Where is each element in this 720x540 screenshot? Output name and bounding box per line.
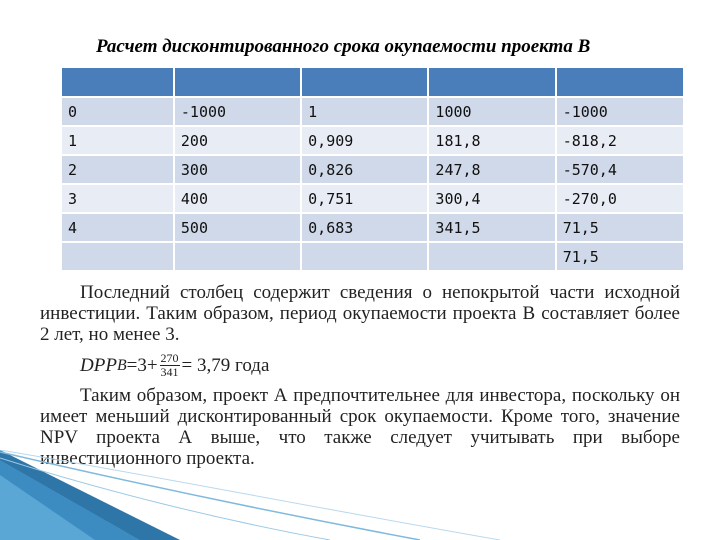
table-cell: -1000 <box>556 97 684 126</box>
decorative-wave <box>0 450 720 540</box>
body-text <box>40 282 680 469</box>
table-cell: 200 <box>174 126 301 155</box>
table-cell: 247,8 <box>428 155 555 184</box>
table-row <box>61 97 684 126</box>
table-cell: 300,4 <box>428 184 555 213</box>
table-cell: 2 <box>61 155 174 184</box>
formula-subscript: B <box>116 356 127 374</box>
table-cell: 3 <box>61 184 174 213</box>
formula-eq: =3+ <box>126 354 158 376</box>
table-cell: -270,0 <box>556 184 684 213</box>
table-cell: 71,5 <box>556 213 684 242</box>
table-cell <box>301 242 428 271</box>
table-cell: -570,4 <box>556 155 684 184</box>
table-cell <box>428 242 555 271</box>
paragraph-conclusion: Таким образом, проект А предпочтительнее для инвестора, поскольку он имеет меньший дисконтированный срок окупаемости. Кроме того, значение NPV проекта А выше, что также следует учитывать при выборе инвестиционного проекта. <box>40 385 680 469</box>
table-row <box>61 126 684 155</box>
table-cell: 1000 <box>428 97 555 126</box>
formula-lhs: DPP <box>80 354 117 376</box>
header-cell <box>428 67 555 97</box>
table-cell: 400 <box>174 184 301 213</box>
table-cell: 4 <box>61 213 174 242</box>
dpp-formula <box>80 347 680 383</box>
formula-numerator: 270 <box>160 350 179 365</box>
table-cell: 181,8 <box>428 126 555 155</box>
table-cell <box>61 242 174 271</box>
table-cell: 71,5 <box>556 242 684 271</box>
table-row <box>61 242 684 271</box>
table-title: Расчет дисконтированного срока окупаемости проекта В <box>96 36 591 57</box>
table-row <box>61 184 684 213</box>
payback-table <box>60 66 685 272</box>
table-cell: 0,826 <box>301 155 428 184</box>
header-cell <box>61 67 174 97</box>
formula-result: = 3,79 года <box>181 354 270 376</box>
paragraph-uncovered-investment: Последний столбец содержит сведения о непокрытой части исходной инвестиции. Таким образом, период окупаемости проекта В составляет более 2 лет, но менее 3. <box>40 282 680 345</box>
table-row <box>61 155 684 184</box>
table-cell: 0 <box>61 97 174 126</box>
table-header-row <box>61 67 684 97</box>
table-cell: -1000 <box>174 97 301 126</box>
formula-denominator: 341 <box>160 364 179 379</box>
table-cell: 1 <box>301 97 428 126</box>
table-cell: 1 <box>61 126 174 155</box>
header-cell <box>301 67 428 97</box>
table-cell: 341,5 <box>428 213 555 242</box>
header-cell <box>556 67 684 97</box>
table-cell: 0,751 <box>301 184 428 213</box>
header-cell <box>174 67 301 97</box>
table-cell: 0,909 <box>301 126 428 155</box>
table-cell: 500 <box>174 213 301 242</box>
table-cell <box>174 242 301 271</box>
table-cell: 0,683 <box>301 213 428 242</box>
table-cell: 300 <box>174 155 301 184</box>
table-row <box>61 213 684 242</box>
table-cell: -818,2 <box>556 126 684 155</box>
formula-fraction <box>160 352 180 379</box>
